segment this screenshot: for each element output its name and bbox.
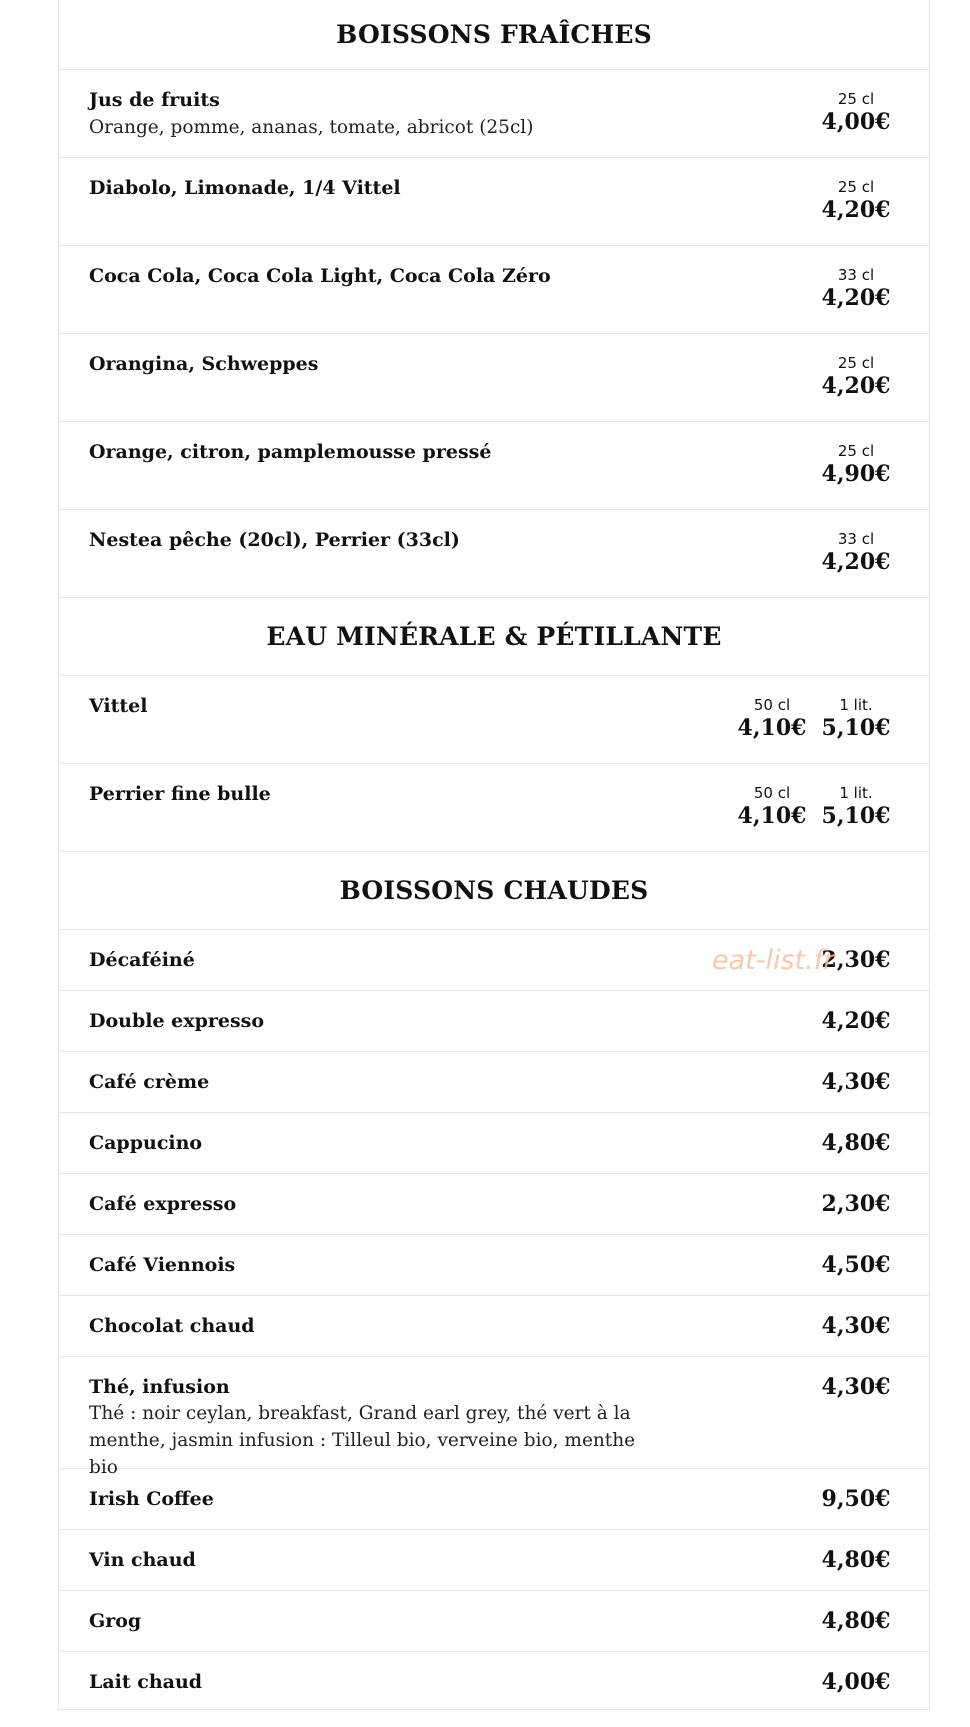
item-price: 4,90€ [821,461,891,487]
item-name: Perrier fine bulle [89,783,271,805]
menu-item-irish-coffee [59,1469,929,1530]
item-name: Décaféiné [89,949,195,971]
item-size: 25 cl [837,354,875,372]
item-name: Café expresso [89,1193,237,1215]
item-price: 4,00€ [821,1669,891,1695]
item-price: 2,30€ [821,1191,891,1217]
item-price: 2,30€ [821,947,891,973]
item-price: 5,10€ [821,803,891,829]
menu-item-orangina [59,334,929,422]
item-size: 25 cl [837,442,875,460]
menu-item-cafe-viennois [59,1235,929,1296]
item-name: Irish Coffee [89,1488,214,1510]
item-name: Thé, infusion [89,1376,230,1398]
menu-item-double-expresso [59,991,929,1052]
item-name: Nestea pêche (20cl), Perrier (33cl) [89,529,460,551]
menu-item-vittel [59,676,929,764]
item-name: Cappucino [89,1132,203,1154]
item-price: 4,20€ [821,285,891,311]
item-price: 4,20€ [821,549,891,575]
item-price: 9,50€ [821,1486,891,1512]
item-price: 4,10€ [737,715,807,741]
menu-item-jus-de-fruits [59,70,929,158]
menu-item-cafe-creme [59,1052,929,1113]
section-header-eau-minerale [59,598,929,676]
menu-item-cappucino [59,1113,929,1174]
item-price: 4,20€ [821,373,891,399]
menu-item-cafe-expresso [59,1174,929,1235]
item-size: 50 cl [753,696,791,714]
menu-item-vin-chaud [59,1530,929,1591]
item-size: 1 lit. [839,784,873,802]
item-price: 5,10€ [821,715,891,741]
item-price: 4,50€ [821,1252,891,1278]
item-price: 4,30€ [821,1374,891,1400]
item-name: Coca Cola, Coca Cola Light, Coca Cola Zéro [89,265,551,287]
item-name: Jus de fruits [89,89,220,111]
item-name: Café Viennois [89,1254,236,1276]
item-name: Lait chaud [89,1671,203,1693]
item-size: 33 cl [837,530,875,548]
item-price: 4,20€ [821,1008,891,1034]
section-title: BOISSONS CHAUDES [339,876,649,905]
item-size: 1 lit. [839,696,873,714]
item-name: Orange, citron, pamplemousse pressé [89,441,492,463]
item-name: Vin chaud [89,1549,196,1571]
item-name: Vittel [89,695,148,717]
menu-item-grog [59,1591,929,1652]
menu-item-coca-cola [59,246,929,334]
item-description: Thé : noir ceylan, breakfast, Grand earl grey, thé vert à la menthe, jasmin infusion : Tilleul bio, verveine bio, menthe bio [89,1403,636,1478]
item-price: 4,00€ [821,109,891,135]
item-size: 25 cl [837,90,875,108]
item-price: 4,20€ [821,197,891,223]
section-header-boissons-fraiches [59,0,929,70]
menu-item-diabolo [59,158,929,246]
item-name: Café crème [89,1071,210,1093]
menu-item-presse [59,422,929,510]
item-price: 4,80€ [821,1547,891,1573]
section-title: BOISSONS FRAÎCHES [336,20,652,49]
section-title: EAU MINÉRALE & PÉTILLANTE [266,622,722,651]
item-price: 4,30€ [821,1069,891,1095]
section-header-boissons-chaudes [59,852,929,930]
item-description: Orange, pomme, ananas, tomate, abricot (25cl) [89,117,534,138]
item-price: 4,30€ [821,1313,891,1339]
item-name: Orangina, Schweppes [89,353,319,375]
watermark: eat-list.fr [712,945,835,976]
menu-item-the-infusion [59,1357,929,1478]
item-name: Double expresso [89,1010,265,1032]
item-size: 33 cl [837,266,875,284]
menu-item-perrier-fine-bulle [59,764,929,852]
item-name: Grog [89,1610,142,1632]
item-price: 4,80€ [821,1608,891,1634]
item-price: 4,80€ [821,1130,891,1156]
item-name: Chocolat chaud [89,1315,255,1337]
menu-item-lait-chaud [59,1652,929,1713]
item-price: 4,10€ [737,803,807,829]
item-name: Diabolo, Limonade, 1/4 Vittel [89,177,401,199]
menu-item-nestea-perrier [59,510,929,598]
item-size: 50 cl [753,784,791,802]
drinks-menu [58,0,930,1710]
item-size: 25 cl [837,178,875,196]
menu-item-chocolat-chaud [59,1296,929,1357]
